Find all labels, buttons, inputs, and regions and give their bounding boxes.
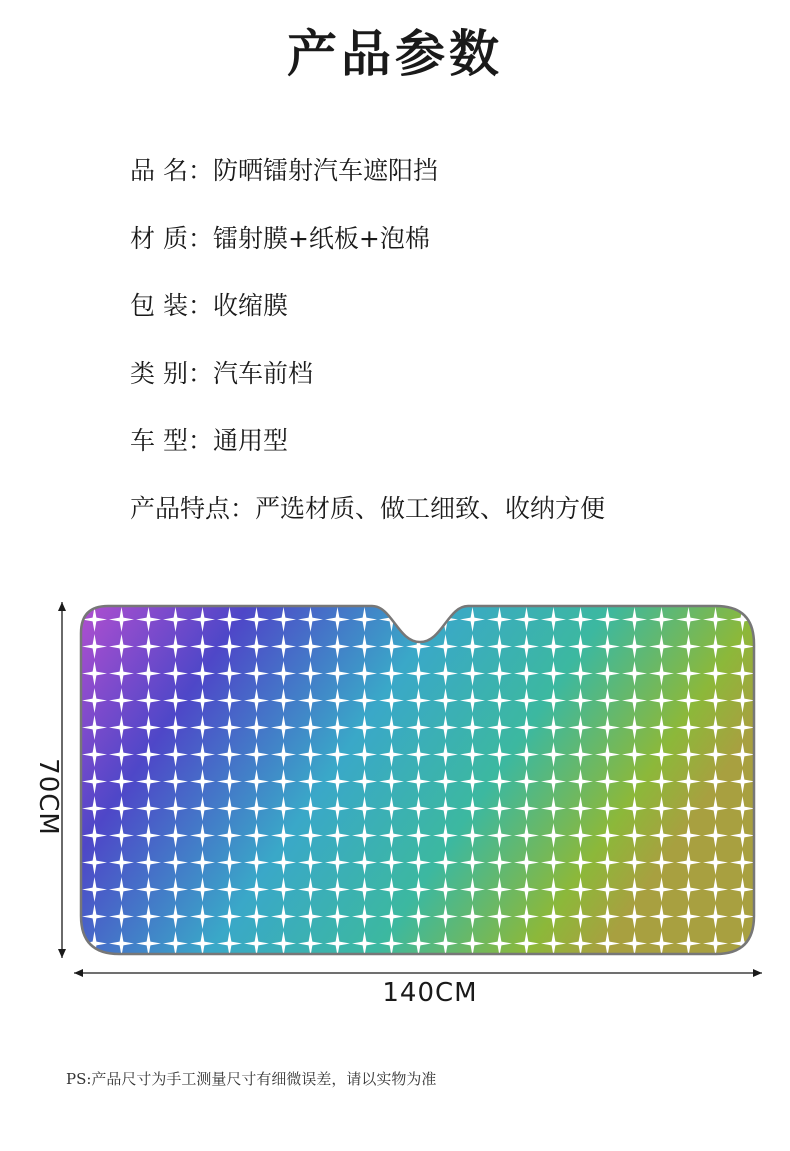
width-label: 140CM: [382, 978, 478, 1008]
spec-label: 包 装：: [130, 291, 213, 320]
spec-row-features: [130, 488, 605, 556]
spec-row-vehicle: [130, 420, 605, 488]
measurement-note: PS:产品尺寸为手工测量尺寸有细微误差，请以实物为准: [66, 1070, 437, 1088]
width-dimension-line: [74, 969, 762, 977]
spec-label: 类 别：: [130, 358, 213, 388]
spec-list: [130, 150, 605, 555]
product-figure: [0, 590, 790, 1030]
spec-row-package: [130, 285, 605, 353]
spec-label: 材 质：: [130, 223, 213, 253]
spec-label: 产品特点：: [130, 493, 256, 523]
spec-value: 通用型: [212, 426, 288, 455]
height-label: 70CM: [33, 758, 63, 836]
spec-row-name: [130, 150, 605, 218]
sunshade-body: [81, 606, 754, 954]
spec-label: 品 名：: [130, 156, 213, 185]
spec-value: 收缩膜: [212, 291, 288, 320]
spec-label: 车 型：: [130, 426, 213, 455]
sunshade-illustration: [0, 590, 790, 1030]
spec-value: 防晒镭射汽车遮阳挡: [212, 156, 438, 185]
spec-value: 镭射膜+纸板+泡棉: [212, 223, 430, 253]
spec-value: 汽车前档: [212, 358, 313, 388]
page-title: 产品参数: [287, 25, 503, 83]
spec-value: 严选材质、做工细致、收纳方便: [255, 493, 606, 523]
spec-row-category: [130, 353, 605, 421]
spec-row-material: [130, 218, 605, 286]
